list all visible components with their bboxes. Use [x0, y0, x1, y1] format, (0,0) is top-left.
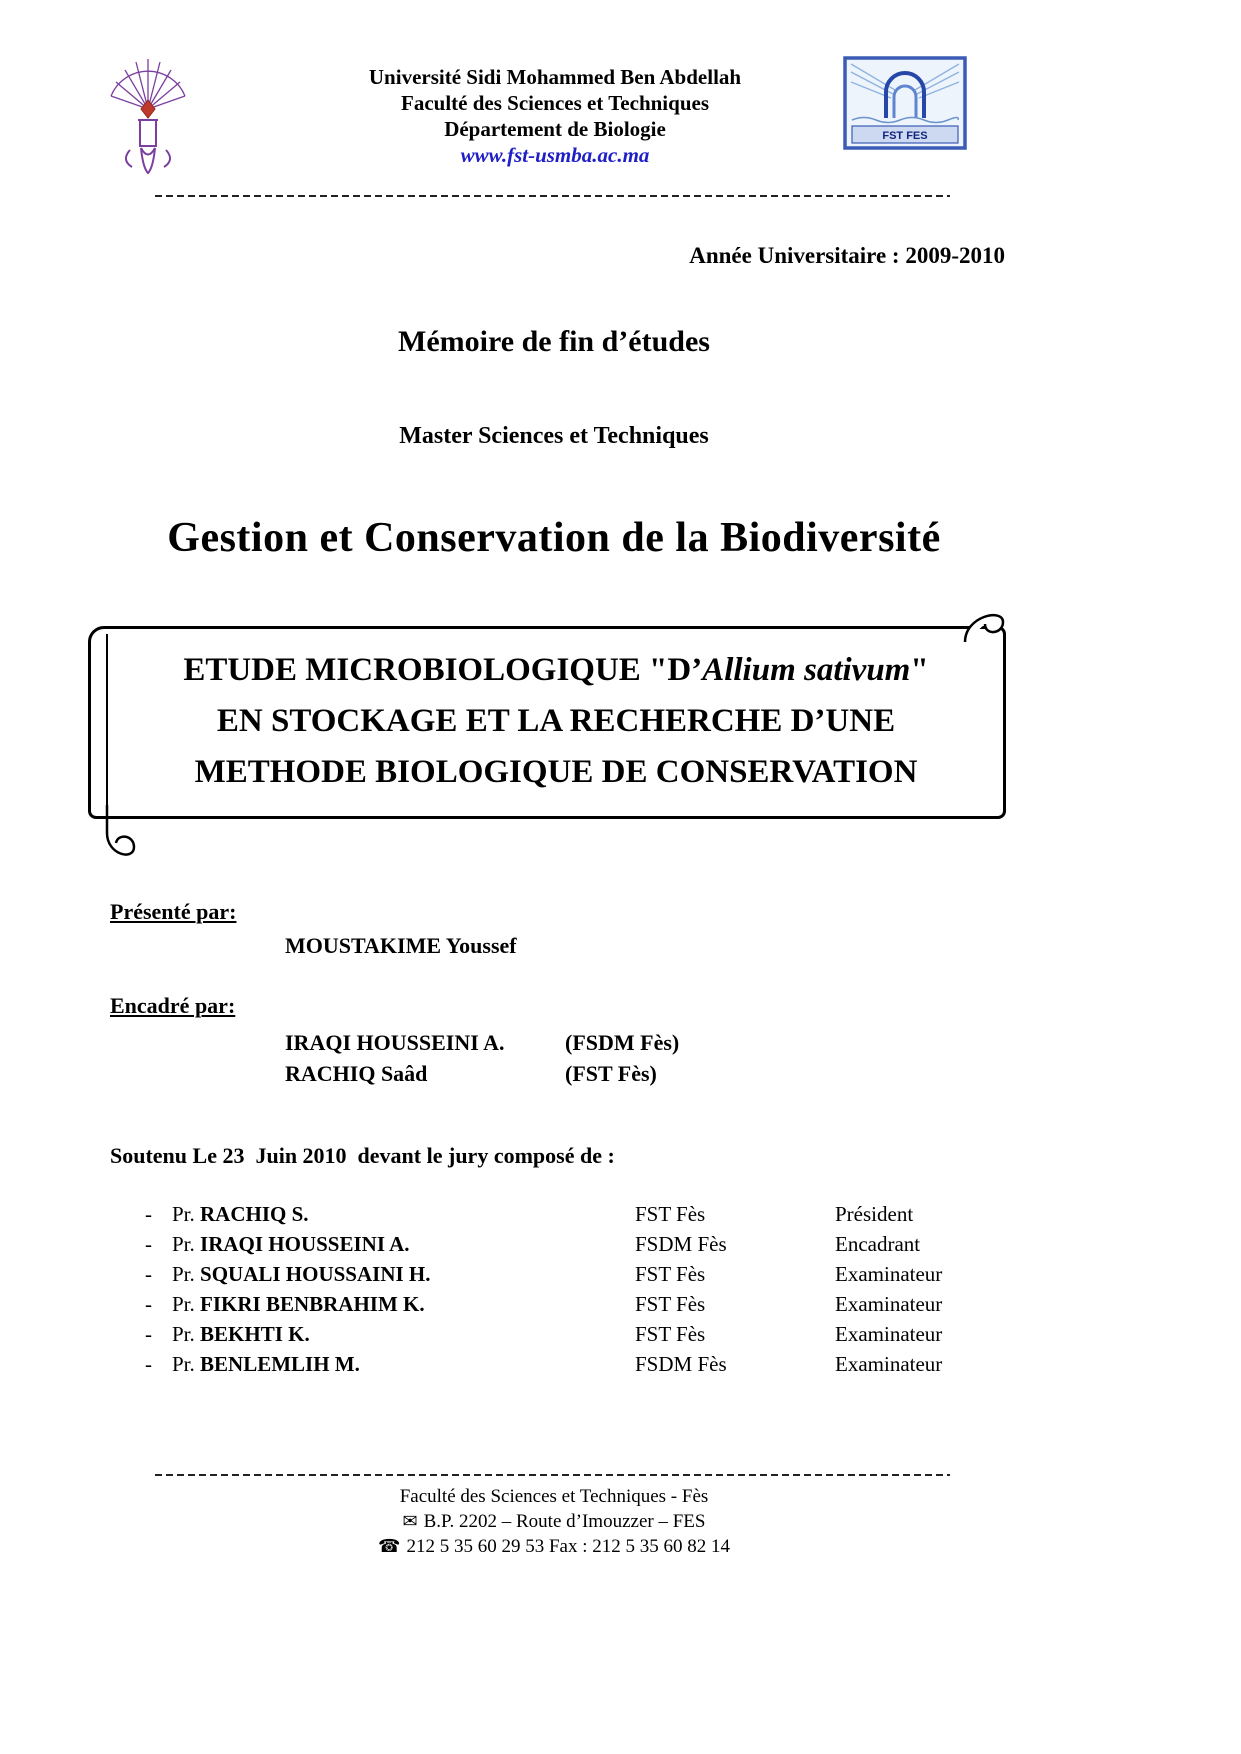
jury-row: [145, 1229, 1241, 1259]
jury-row: [145, 1349, 1241, 1379]
jury-row: [145, 1199, 1241, 1229]
jury-row: [145, 1319, 1241, 1349]
fst-fes-logo: [843, 56, 967, 150]
phone-icon: ☎: [378, 1536, 401, 1556]
institution-block: [305, 64, 805, 168]
jury-role: Président: [835, 1202, 914, 1226]
jury-role: Examinateur: [835, 1352, 943, 1376]
department-name: Département de Biologie: [444, 117, 666, 141]
separator-line-top: [155, 195, 950, 197]
supervised-by-label: Encadré par:: [110, 993, 236, 1018]
separator-line-bottom: [155, 1474, 950, 1476]
footer-phone-text: 212 5 35 60 29 53 Fax : 212 5 35 60 82 14: [406, 1536, 730, 1557]
mail-icon: ✉: [402, 1511, 418, 1531]
scroll-curl-bottom-left-icon: [90, 805, 144, 869]
supervisor-row: [285, 1058, 1241, 1089]
presented-by-label: Présenté par:: [110, 899, 237, 924]
jury-member: Pr. BEKHTI K.: [172, 1322, 310, 1346]
thesis-title-banner: [88, 626, 1006, 819]
thesis-title-species: Allium sativum: [702, 652, 911, 688]
university-name: Université Sidi Mohammed Ben Abdellah: [368, 65, 742, 89]
jury-row: [145, 1289, 1241, 1319]
document-header: [0, 0, 1241, 195]
website-link[interactable]: www.fst-usmba.ac.ma: [460, 143, 650, 167]
jury-dash: -: [145, 1352, 152, 1376]
supervisors-list: [0, 1027, 1241, 1089]
jury-dash: -: [145, 1322, 152, 1346]
author-name: MOUSTAKIME Youssef: [285, 933, 517, 958]
jury-list: [145, 1199, 1241, 1379]
scroll-curl-top-right-icon: [963, 604, 1007, 644]
thesis-title-pre: ETUDE MICROBIOLOGIQUE "D’: [183, 652, 703, 688]
thesis-title-line-2: EN STOCKAGE ET LA RECHERCHE D’UNE: [216, 703, 896, 739]
jury-institution: FST Fès: [635, 1292, 706, 1316]
faculty-name: Faculté des Sciences et Techniques: [401, 91, 709, 115]
footer-address-text: B.P. 2202 – Route d’Imouzzer – FES: [423, 1511, 706, 1532]
jury-member: Pr. BENLEMLIH M.: [172, 1352, 360, 1376]
jury-institution: FSDM Fès: [635, 1232, 727, 1256]
jury-institution: FSDM Fès: [635, 1352, 727, 1376]
supervisor-name: IRAQI HOUSSEINI A.: [285, 1030, 505, 1055]
jury-row: [145, 1259, 1241, 1289]
thesis-title-line-1: [135, 645, 977, 696]
document-footer: [95, 1484, 1013, 1559]
supervisor-row: [285, 1027, 1241, 1058]
jury-dash: -: [145, 1232, 152, 1256]
jury-institution: FST Fès: [635, 1322, 706, 1346]
jury-member: Pr. FIKRI BENBRAHIM K.: [172, 1292, 425, 1316]
master-title: Master Sciences et Techniques: [399, 423, 709, 449]
academic-year: Année Universitaire : 2009-2010: [689, 243, 1005, 268]
university-seal-logo: [100, 52, 198, 184]
fst-logo-text: FST FES: [882, 130, 928, 142]
jury-dash: -: [145, 1262, 152, 1286]
university-seal-icon: [100, 52, 198, 184]
defense-statement: Soutenu Le 23 Juin 2010 devant le jury composé de :: [110, 1143, 615, 1168]
footer-phone: [95, 1534, 1013, 1559]
jury-role: Examinateur: [835, 1292, 943, 1316]
jury-member: Pr. RACHIQ S.: [172, 1202, 309, 1226]
thesis-title-post: ": [910, 652, 929, 688]
supervisor-affiliation: (FSDM Fès): [565, 1030, 680, 1055]
thesis-title-line-3: METHODE BIOLOGIQUE DE CONSERVATION: [194, 754, 918, 790]
fst-fes-logo-icon: [843, 56, 967, 150]
jury-role: Examinateur: [835, 1262, 943, 1286]
jury-member: Pr. IRAQI HOUSSEINI A.: [172, 1232, 410, 1256]
jury-member: Pr. SQUALI HOUSSAINI H.: [172, 1262, 431, 1286]
footer-address: [95, 1509, 1013, 1534]
jury-dash: -: [145, 1292, 152, 1316]
memoir-title: Mémoire de fin d’études: [398, 325, 710, 358]
jury-institution: FST Fès: [635, 1202, 706, 1226]
footer-faculty: Faculté des Sciences et Techniques - Fès: [399, 1486, 709, 1507]
supervisor-affiliation: (FST Fès): [565, 1061, 657, 1086]
jury-role: Encadrant: [835, 1232, 921, 1256]
jury-dash: -: [145, 1202, 152, 1226]
program-title: Gestion et Conservation de la Biodiversité: [167, 515, 941, 561]
scroll-roll-edge: [106, 634, 108, 814]
jury-role: Examinateur: [835, 1322, 943, 1346]
jury-institution: FST Fès: [635, 1262, 706, 1286]
supervisor-name: RACHIQ Saâd: [285, 1061, 428, 1086]
